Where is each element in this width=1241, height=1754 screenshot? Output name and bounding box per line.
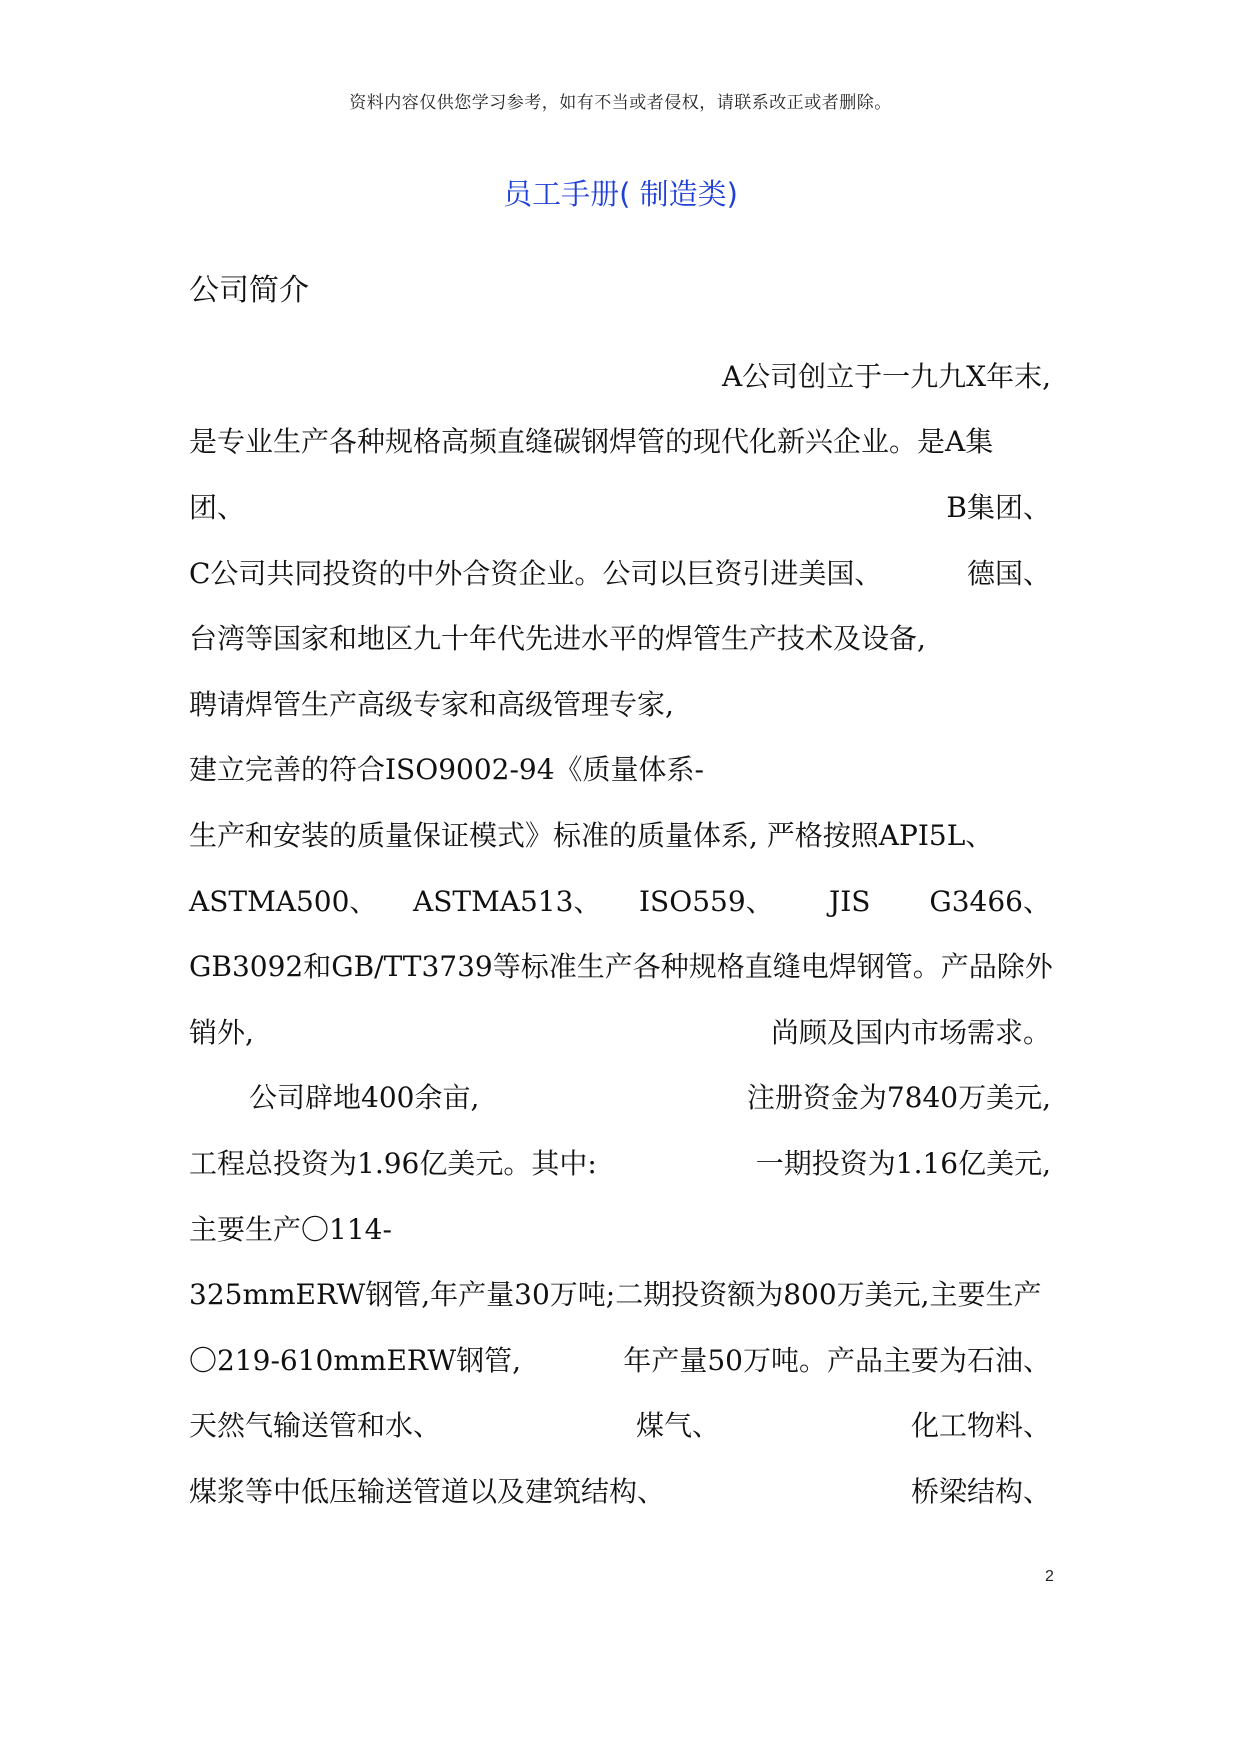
body-text: 主要生产〇114- <box>189 1213 392 1246</box>
body-text: 煤气、 <box>636 1409 721 1442</box>
body-text: 化工物料、 <box>910 1409 1051 1442</box>
body-text: 台湾等国家和地区九十年代先进水平的焊管生产技术及设备, <box>189 622 926 655</box>
body-line <box>189 1275 1051 1315</box>
body-text: A公司创立于一九九X年末, <box>721 360 1051 393</box>
body-line <box>189 357 1051 397</box>
body-text: 桥梁结构、 <box>910 1475 1051 1508</box>
body-line <box>189 685 1051 725</box>
body-line <box>189 1144 1051 1184</box>
body-line <box>189 1341 1051 1381</box>
page-number: 2 <box>1045 1568 1054 1585</box>
body-text: 年产量50万吨。产品主要为石油、 <box>623 1344 1051 1377</box>
body-line <box>189 1013 1051 1053</box>
body-text: 工程总投资为1.96亿美元。其中: <box>189 1147 597 1180</box>
body-text: 一期投资为1.16亿美元, <box>755 1147 1051 1180</box>
body-text: 注册资金为7840万美元, <box>746 1081 1051 1114</box>
body-text: 是专业生产各种规格高频直缝碳钢焊管的现代化新兴企业。是A集 <box>189 425 994 458</box>
section-heading: 公司简介 <box>189 273 309 308</box>
body-line <box>189 1406 1051 1446</box>
body-line <box>189 619 1051 659</box>
body-text: 尚顾及国内市场需求。 <box>770 1016 1051 1049</box>
body-text: B集团、 <box>946 491 1051 524</box>
body-text: ISO559、 <box>639 885 774 918</box>
body-text: GB3092和GB/TT3739等标准生产各种规格直缝电焊钢管。产品除外 <box>189 950 1053 983</box>
body-line <box>189 422 1051 462</box>
header-notice: 资料内容仅供您学习参考，如有不当或者侵权，请联系改正或者删除。 <box>349 93 892 113</box>
body-text: ASTMA500、 <box>189 885 378 918</box>
body-line <box>189 882 1051 922</box>
body-text: G3466、 <box>929 885 1051 918</box>
page-title: 员工手册( 制造类) <box>503 177 738 211</box>
body-text: JIS <box>829 885 871 918</box>
body-text: 325mmERW钢管,年产量30万吨;二期投资额为800万美元,主要生产 <box>189 1278 1042 1311</box>
body-text: 天然气输送管和水、 <box>189 1409 442 1442</box>
body-line <box>189 816 1051 856</box>
body-line <box>189 750 1051 790</box>
body-text: ASTMA513、 <box>413 885 602 918</box>
body-text: 建立完善的符合ISO9002-94《质量体系- <box>189 753 705 786</box>
body-text: 〇219-610mmERW钢管, <box>189 1344 522 1377</box>
body-text: C公司共同投资的中外合资企业。公司以巨资引进美国、 <box>189 557 883 590</box>
body-text: 聘请焊管生产高级专家和高级管理专家, <box>189 688 674 721</box>
body-line <box>189 1078 1051 1118</box>
body-text: 生产和安装的质量保证模式》标准的质量体系, 严格按照API5L、 <box>189 819 994 852</box>
body-line <box>189 488 1051 528</box>
body-line <box>189 947 1051 987</box>
body-line <box>189 554 1051 594</box>
body-line <box>189 1210 1051 1250</box>
body-text: 团、 <box>189 491 246 524</box>
body-text: 公司辟地400余亩, <box>249 1081 480 1114</box>
body-text: 销外, <box>189 1016 254 1049</box>
body-text: 煤浆等中低压输送管道以及建筑结构、 <box>189 1475 666 1508</box>
body-text: 德国、 <box>966 557 1051 590</box>
body-line <box>189 1472 1051 1512</box>
